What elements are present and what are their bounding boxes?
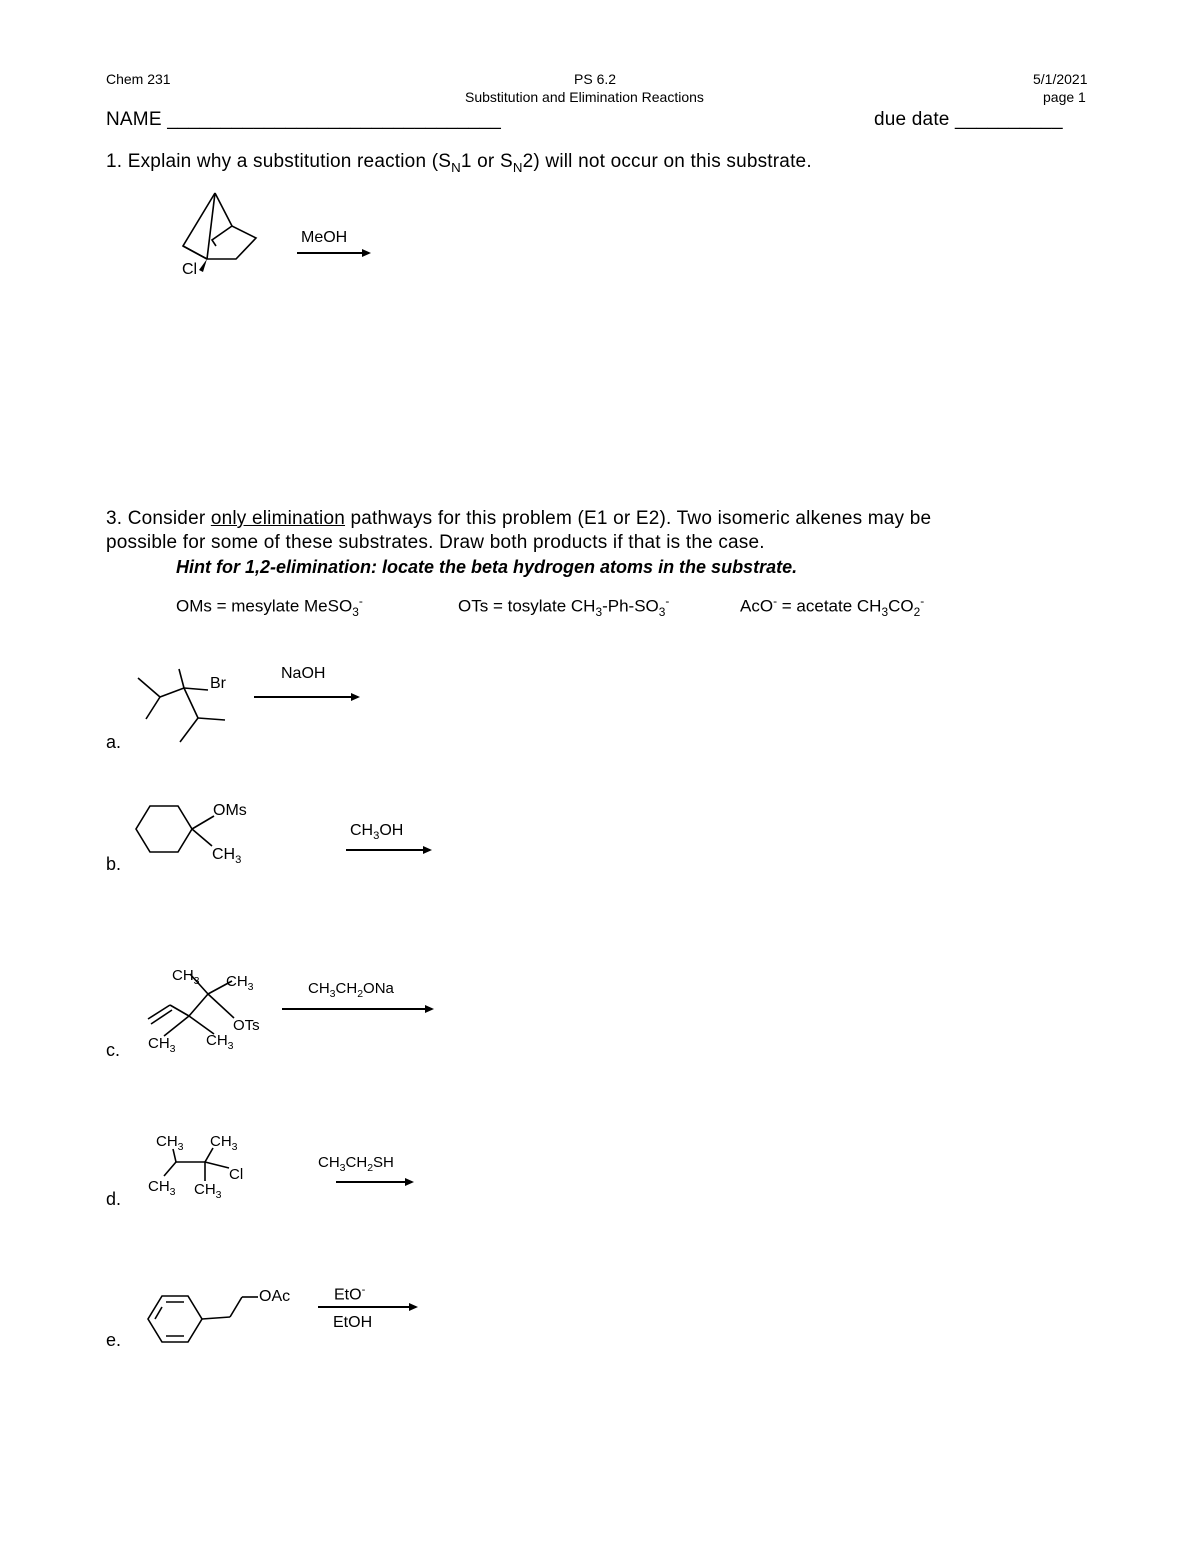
mesylate-group-label: OMs xyxy=(213,802,247,819)
bromide-label: Br xyxy=(210,675,226,692)
chloride-label: Cl xyxy=(182,261,198,278)
question-3-line-2: possible for some of these substrates. Draw both products if that is the case. xyxy=(106,532,765,553)
reagent-ethoxide: EtO- xyxy=(334,1284,366,1304)
methyl-label: $CH_3$ xyxy=(210,1133,238,1153)
name-blank: _______________________________ xyxy=(167,109,501,130)
date-label: 5/1/2021 xyxy=(1033,71,1088,87)
course-label: Chem 231 xyxy=(106,71,171,87)
problem-set-label: PS 6.2 xyxy=(574,71,617,87)
methyl-label: $CH_3$ xyxy=(226,973,254,993)
due-date-label: due date xyxy=(874,109,956,130)
part-d-label: d. xyxy=(106,1189,122,1209)
methyl-label: $CH_3$ xyxy=(148,1035,176,1055)
methyl-label: $CH_3$ xyxy=(148,1178,176,1198)
reagent-meoh: MeOH xyxy=(301,229,348,246)
reaction-arrow-e xyxy=(318,1306,416,1308)
part-c-label: c. xyxy=(106,1040,121,1060)
acetate-group-label: OAc xyxy=(259,1288,291,1305)
reagent-naoh: NaOH xyxy=(281,665,326,682)
methyl-label: $CH_3$ xyxy=(156,1133,184,1153)
question-1-text: 1. Explain why a substitution reaction ($S_N1$ or $S_N2$) will not occur on this substrate. xyxy=(106,151,812,175)
tosylate-definition: OTs = tosylate $CH_3-Ph-SO_3^-$ xyxy=(458,594,670,620)
page-number: page 1 xyxy=(1043,89,1086,105)
methyl-label: $CH_3$ xyxy=(172,967,200,987)
name-label: NAME xyxy=(106,109,168,130)
reagent-sodium-ethoxide: $CH_3CH_2ONa$ xyxy=(308,980,394,1000)
question-3-text: 3. Consider only elimination pathways for this problem (E1 or E2). Two isomeric alkenes may be xyxy=(106,508,932,529)
reagent-methanol: $CH_3OH$ xyxy=(350,822,404,843)
reagent-ethanol: EtOH xyxy=(333,1314,373,1331)
methyl-label: $CH_3$ xyxy=(194,1181,222,1201)
reagent-ethanethiol: $CH_3CH_2SH$ xyxy=(318,1154,394,1174)
chloride-label: Cl xyxy=(229,1166,244,1183)
tosylate-group-label: OTs xyxy=(233,1017,260,1034)
hint-text: Hint for 1,2-elimination: locate the beta hydrogen atoms in the substrate. xyxy=(176,557,798,577)
mesylate-definition: OMs = mesylate MeSO$_3$- xyxy=(176,594,363,620)
due-date-blank: __________ xyxy=(955,109,1063,130)
methyl-label: $CH_3$ xyxy=(206,1032,234,1052)
part-b-label: b. xyxy=(106,854,122,874)
page-subtitle: Substitution and Elimination Reactions xyxy=(465,89,704,105)
part-a-label: a. xyxy=(106,732,122,752)
methyl-label: $CH_3$ xyxy=(212,846,242,867)
part-e-label: e. xyxy=(106,1330,122,1350)
acetate-definition: AcO- = acetate $CH_3CO_2^-$ xyxy=(740,594,925,620)
